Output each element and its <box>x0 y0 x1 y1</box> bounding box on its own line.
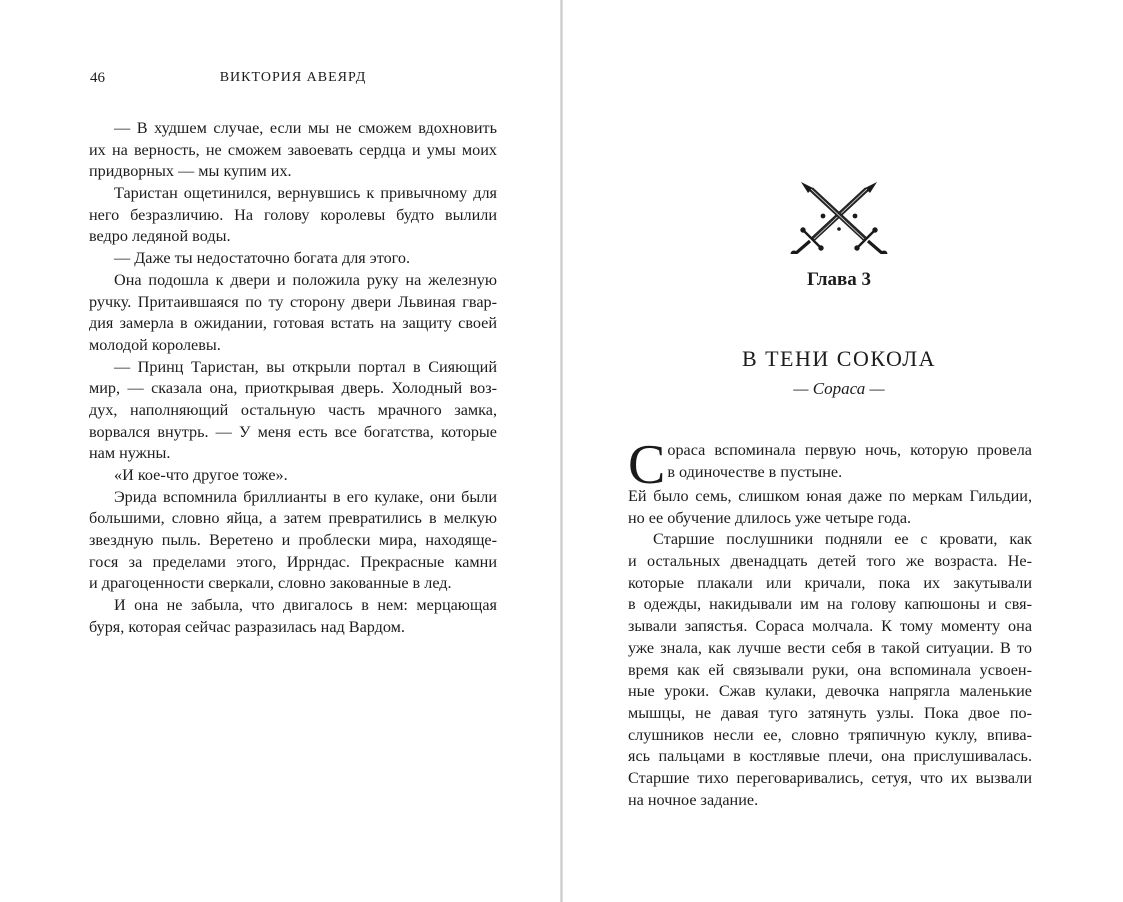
chapter-title: В ТЕНИ СОКОЛА <box>741 346 937 371</box>
text-line: Старшие тихо переговаривались, сетуя, что их вызвали <box>628 768 1032 787</box>
text-line: и драгоценности сверкали, словно закованные в лед. <box>89 574 452 593</box>
text-line: дух, наполняющий остальную часть мрачного замка, <box>89 400 497 419</box>
text-line: ораса вспоминала первую ночь, которую провела <box>667 441 1032 459</box>
text-line: И она не забыла, что двигалось в нем: мерцающая <box>114 596 497 615</box>
text-line: «И кое-что другое тоже». <box>114 466 288 484</box>
left-page <box>0 0 560 902</box>
text-line: Таристан ощетинился, вернувшись к привычному для <box>114 184 497 203</box>
text-line: но ее обучение длилось уже четыре года. <box>628 508 912 527</box>
text-line: придворных — мы купим их. <box>89 162 292 181</box>
running-head <box>90 66 496 90</box>
text-line: время как ей связывали руки, она вспоминала усвоен- <box>628 660 1032 679</box>
text-line: — Даже ты недостаточно богата для этого. <box>114 249 411 268</box>
text-line: Старшие послушники подняли ее с кровати, как <box>653 530 1032 549</box>
text-line: большими, словно яйца, а затем превратились в мелкую <box>89 509 497 528</box>
text-line: в одежды, накидывали им на голову капюшоны и свя- <box>628 595 1032 614</box>
text-line: — В худшем случае, если мы не сможем вдохновить <box>114 119 497 137</box>
text-line: Ей было семь, слишком юная даже по меркам Гильдии, <box>628 487 1032 505</box>
text-line: молодой королевы. <box>89 335 221 354</box>
text-line: дия замерла в ожидании, готовая встать на защиту своей <box>89 314 497 333</box>
text-line: которые плакали или кричали, пока их закутывали <box>628 573 1032 592</box>
left-body-text <box>89 118 497 639</box>
text-line: их на верность, не сможем завоевать сердца и умы моих <box>89 140 497 159</box>
text-line: гося за пределами этого, Иррндас. Прекрасные камни <box>89 552 497 571</box>
text-line: него безразличию. На голову королевы будто вылили <box>89 205 497 224</box>
text-line: ные уроки. Сжав кулаки, девочка напрягла маленькие <box>628 682 1032 701</box>
text-line: на ночное задание. <box>628 790 759 809</box>
text-line: уже знала, как лучше вести себя в такой ситуации. В то <box>628 638 1032 657</box>
text-line: мышцы, не давая туго затянуть узлы. Пока двое по- <box>628 703 1032 722</box>
text-line: нам нужны. <box>89 444 171 463</box>
text-line: слушников несли ее, словно тряпичную куклу, впива- <box>628 725 1032 744</box>
crossed-swords-icon <box>781 180 897 254</box>
text-line: Она подошла к двери и положила руку на железную <box>114 270 497 289</box>
running-head-title: ВИКТОРИЯ АВЕЯРД <box>219 70 367 85</box>
text-line: ворвался внутрь. — У меня есть все богатства, которые <box>89 422 497 441</box>
text-line: мир, — сказала она, приоткрывая дверь. Холодный воз- <box>89 379 497 398</box>
text-line: и остальных двенадцать детей того же возраста. Не- <box>628 552 1032 571</box>
right-page <box>563 0 1123 902</box>
text-line: Эрида вспомнила бриллианты в его кулаке, они были <box>114 487 497 506</box>
text-line: — Принц Таристан, вы открыли портал в Сияющий <box>114 357 497 376</box>
text-line: звездную пыль. Веретено и проблески мира, находяще- <box>89 531 497 550</box>
text-line: ручку. Притаившаяся по ту сторону двери Львиная гвар- <box>89 292 497 311</box>
text-line: буря, которая сейчас разразилась над Вардом. <box>89 617 405 636</box>
drop-cap: С <box>628 434 666 496</box>
right-body-lines <box>628 486 1032 811</box>
chapter-subtitle: — Сораса — <box>793 379 885 398</box>
text-line: ясь пальцами в костлявые плечи, она прислушивалась. <box>628 747 1032 766</box>
text-line: зывали запястья. Сораса молчала. К тому моменту она <box>628 617 1032 636</box>
right-body-text <box>628 434 1032 811</box>
text-line: в одиночестве в пустыне. <box>667 462 843 481</box>
text-line: ведро ледяной воды. <box>89 227 231 246</box>
chapter-number: Глава 3 <box>806 269 872 290</box>
page-number: 46 <box>90 70 105 86</box>
